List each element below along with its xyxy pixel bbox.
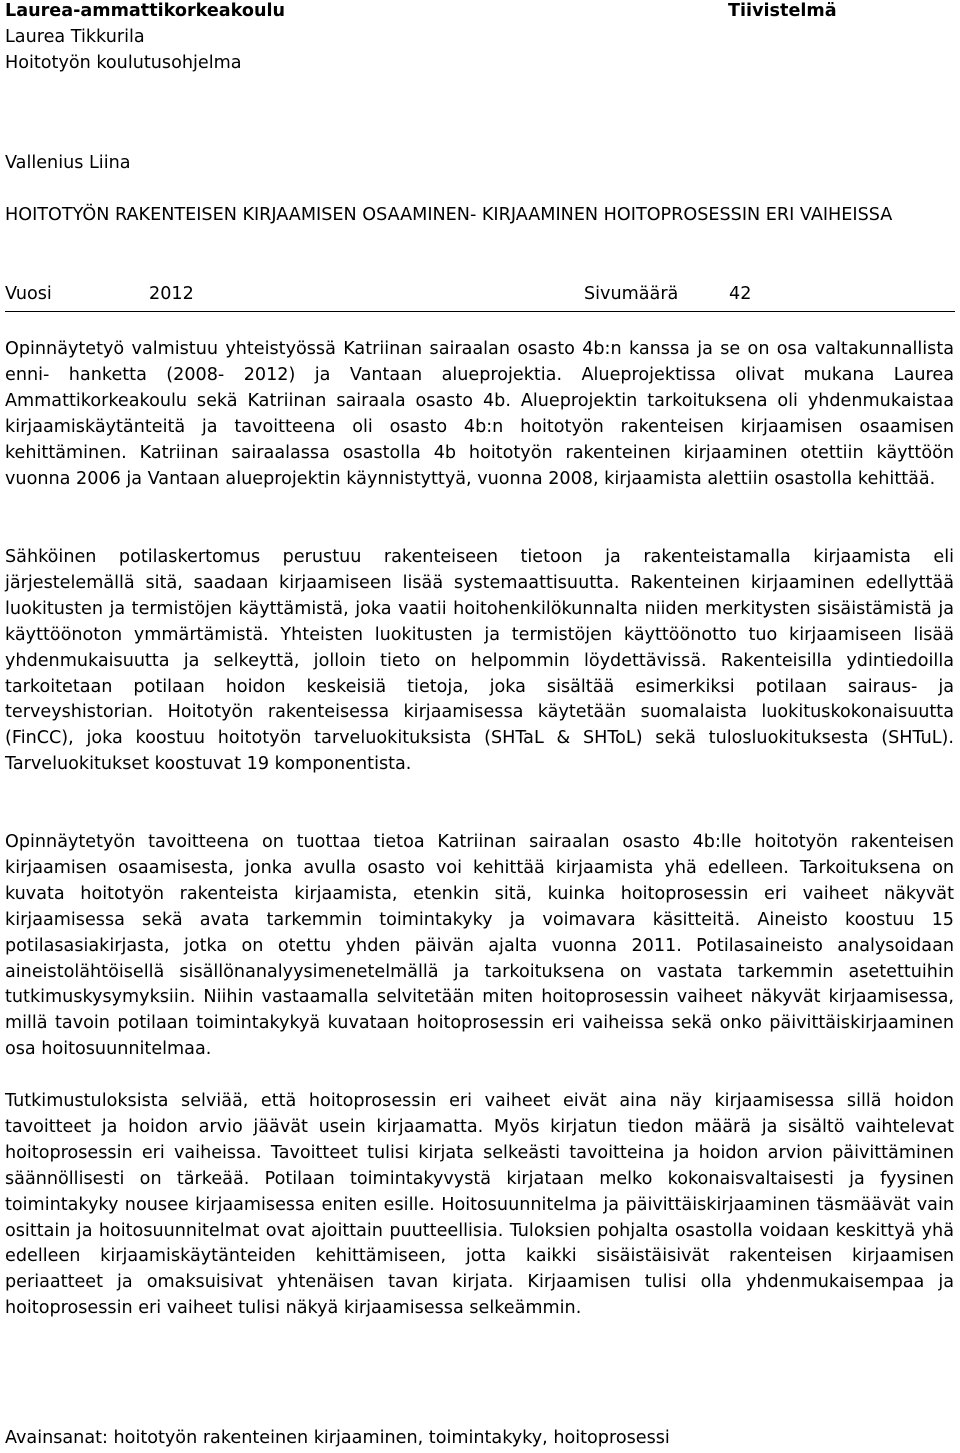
abstract-paragraph-4: Tutkimustuloksista selviää, että hoitoprosessin eri vaiheet eivät aina näy kirjaamisessa sillä hoidon tavoitteet ja hoidon arvio jäävät usein kirjaamatta. Myös kirjatun tiedon määrä ja sisältö vaihtelevat hoitoprosessin eri vaiheissa. Tavoitteet tulisi kirjata selkeästi tavoitteina ja hoidon arvion päivittäminen säännöllisesti on tärkeää. Potilaan toimintakyvystä kirjataan melko kokonaisvaltaisesti ja fyysinen toimintakyky nousee kirjaamisessa eniten esille. Hoitosuunnitelma ja päivittäiskirjaaminen täsmäävät vain osittain ja hoitosuunnitelmat ovat ajoittain puutteellisia. Tuloksien pohjalta osastolla voidaan keskittyä yhä edelleen kirjaamiskäytänteiden kehittämiseen, jotta kaikki sisäistäisivät rakenteisen kirjaamisen periaatteet ja omaksuisivat yhtenäisen tavan kirjata. Kirjaamisen tulisi olla yhdenmukaisempaa ja hoitoprosessin eri vaiheet tulisi näkyä kirjaamisessa selkeämmin. bbox=[5, 1091, 954, 1319]
author-name: Vallenius Liina bbox=[5, 153, 131, 173]
document-type: Tiivistelmä bbox=[728, 1, 837, 21]
meta-divider bbox=[5, 311, 955, 312]
thesis-title: HOITOTYÖN RAKENTEISEN KIRJAAMISEN OSAAMINEN- KIRJAAMINEN HOITOPROSESSIN ERI VAIHEISSA bbox=[5, 205, 893, 225]
abstract-paragraph-2: Sähköinen potilaskertomus perustuu rakenteiseen tietoon ja rakenteistamalla kirjaamista eli järjestelemällä sitä, saadaan kirjaamiseen lisää systemaattisuutta. Rakenteinen kirjaaminen edellyttää luokitusten ja termistöjen käyttämistä, joka vaatii hoitohenkilökunnalta niiden merkitysten sisäistämistä ja käyttöönoton ymmärtämistä. Yhteisten luokitusten ja termistöjen käyttöönotto tuo kirjaamiseen lisää yhdenmukaisuutta ja selkeyttä, jolloin tieto on helpommin löydettävissä. Rakenteisilla ydintiedoilla tarkoitetaan potilaan hoidon keskeisiä tietoja, joka sisältää esimerkiksi potilaan sairaus- ja terveyshistorian. Hoitotyön rakenteisessa kirjaamisessa käytetään suomalaista luokituskokonaisuutta (FinCC), joka koostuu hoitotyön tarveluokituksista (SHTaL & SHToL) sekä tulosluokituksesta (SHTuL). Tarveluokitukset koostuvat 19 komponentista. bbox=[5, 547, 954, 775]
campus-name: Laurea Tikkurila bbox=[5, 27, 145, 47]
page-header bbox=[5, 0, 285, 76]
abstract-paragraph-3: Opinnäytetyön tavoitteena on tuottaa tietoa Katriinan sairaalan osasto 4b:lle hoitotyön rakenteisen kirjaamisen osaamisesta, jonka avulla osasto voi kehittää kirjaamista yhä edelleen. Tarkoituksena on kuvata hoitotyön rakenteista kirjaamista, etenkin sitä, kuinka hoitoprosessin eri vaiheet näkyvät kirjaamisessa sekä avata tarkemmin toimintakyky ja voimavara käsitteitä. Aineisto koostuu 15 potilasasiakirjasta, jotka on otettu yhden päivän ajalta vuonna 2011. Potilasaineisto analysoidaan aineistolähtöisellä sisällönanalyysimenetelmällä ja tarkoituksena on vastata tarkemmin asetettuihin tutkimuskysymyksiin. Niihin vastaamalla selvitetään miten hoitoprosessin vaiheet näkyvät kirjaamisessa, millä tavoin potilaan toimintakykyä kuvataan hoitoprosessin eri vaiheissa sekä onko päivittäiskirjaaminen osa hoitosuunnitelmaa. bbox=[5, 832, 954, 1060]
pages-value: 42 bbox=[729, 284, 752, 304]
meta-row bbox=[0, 281, 960, 311]
pages-label: Sivumäärä bbox=[584, 284, 679, 304]
year-value: 2012 bbox=[149, 284, 194, 304]
programme-name: Hoitotyön koulutusohjelma bbox=[5, 53, 242, 73]
year-label: Vuosi bbox=[5, 284, 52, 304]
abstract-paragraph-1: Opinnäytetyö valmistuu yhteistyössä Katriinan sairaalan osasto 4b:n kanssa ja se on osa valtakunnallista enni- hanketta (2008- 2012) ja Vantaan alueprojektia. Alueprojektissa olivat mukana Laurea Ammattikorkeakoulu sekä Katriinan sairaala osasto 4b. Alueprojektin tarkoituksena oli yhdenmukaistaa kirjaamiskäytänteitä ja tavoitteena oli osasto 4b:n hoitotyön rakenteisen kirjaamisen osaamisen kehittäminen. Katriinan sairaalassa osastolla 4b hoitotyön rakenteinen kirjaaminen otettiin käyttöön vuonna 2006 ja Vantaan alueprojektin käynnistyttyä, vuonna 2008, kirjaamista alettiin osastolla kehittää. bbox=[5, 339, 954, 489]
institution-name: Laurea-ammattikorkeakoulu bbox=[5, 1, 286, 21]
keywords: Avainsanat: hoitotyön rakenteinen kirjaaminen, toimintakyky, hoitoprosessi bbox=[5, 1428, 670, 1448]
